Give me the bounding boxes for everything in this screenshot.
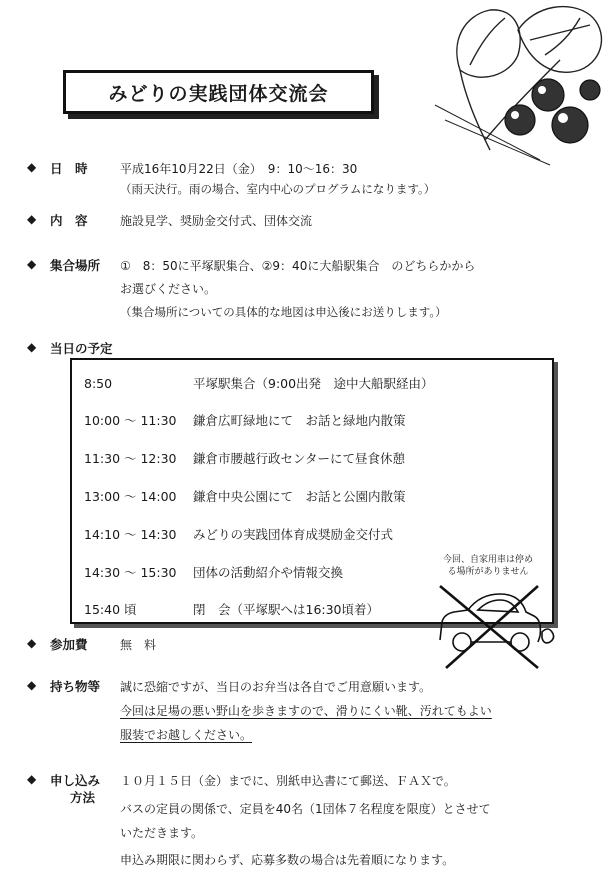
meeting-line1: ① 8：50に平塚駅集合、②9：40に大船駅集合 のどちらかから <box>120 259 476 273</box>
berry-plant-illustration <box>430 0 614 170</box>
date-value: 平成16年10月22日（金） 9：10〜16：30 <box>120 162 358 176</box>
meeting-note: （集合場所についての具体的な地図は申込後にお送りします。） <box>120 305 447 319</box>
content-label: 内 容 <box>50 213 88 228</box>
schedule-desc: 鎌倉広町緑地にて お話と緑地内散策 <box>192 413 406 428</box>
fee-value: 無 料 <box>120 638 157 652</box>
schedule-row <box>84 374 434 392</box>
schedule-row <box>84 449 405 467</box>
bullet-icon: ◆ <box>27 678 37 692</box>
schedule-time: 14:10 〜 14:30 <box>84 527 177 542</box>
belongings-line2: 今回は足場の悪い野山を歩きますので、滑りにくい靴、汚れてもよい <box>120 704 492 718</box>
date-note: （雨天決行。雨の場合、室内中心のプログラムになります。） <box>120 182 436 196</box>
bullet-icon: ◆ <box>27 636 37 650</box>
no-car-icon <box>428 580 558 672</box>
schedule-desc: 閉 会（平塚駅へは16:30頃着） <box>192 602 380 617</box>
no-car-notice <box>418 554 558 578</box>
bullet-icon: ◆ <box>27 340 37 354</box>
apply-line4: 申込み期限に関わらず、応募多数の場合は先着順になります。 <box>120 853 455 867</box>
no-car-notice-line2: る場所がありません <box>447 567 529 577</box>
bullet-icon: ◆ <box>27 257 37 271</box>
schedule-time: 13:00 〜 14:00 <box>84 489 177 504</box>
content-value: 施設見学、奨励金交付式、団体交流 <box>120 214 313 228</box>
belongings-label: 持ち物等 <box>50 679 101 694</box>
schedule-row <box>84 563 343 581</box>
schedule-label: 当日の予定 <box>50 341 113 356</box>
schedule-desc: 団体の活動紹介や情報交換 <box>192 565 343 580</box>
apply-label-2: 方法 <box>70 790 96 805</box>
schedule-time: 15:40 頃 <box>84 602 137 617</box>
meeting-line2: お選びください。 <box>120 282 217 296</box>
apply-line3: いただきます。 <box>120 826 204 840</box>
belongings-line3: 服装でお越しください。 <box>120 728 253 742</box>
bullet-icon: ◆ <box>27 212 37 226</box>
schedule-time: 11:30 〜 12:30 <box>84 451 177 466</box>
bullet-icon: ◆ <box>27 160 37 174</box>
fee-label: 参加費 <box>50 637 88 652</box>
schedule-desc: 鎌倉市腰越行政センターにて昼食休憩 <box>192 451 405 466</box>
schedule-row <box>84 411 406 429</box>
schedule-desc: 平塚駅集合（9:00出発 途中大船駅経由） <box>192 376 434 391</box>
meeting-label: 集合場所 <box>50 258 101 273</box>
apply-line2: バスの定員の関係で、定員を40名（1団体７名程度を限度）とさせて <box>120 802 491 816</box>
schedule-time: 14:30 〜 15:30 <box>84 565 177 580</box>
schedule-desc: 鎌倉中央公園にて お話と公園内散策 <box>192 489 406 504</box>
schedule-row <box>84 487 406 505</box>
schedule-row <box>84 600 379 618</box>
schedule-time: 10:00 〜 11:30 <box>84 413 177 428</box>
date-label: 日 時 <box>50 161 88 176</box>
schedule-time: 8:50 <box>84 376 113 391</box>
belongings-line1: 誠に恐縮ですが、当日のお弁当は各自でご用意願います。 <box>120 680 432 694</box>
bullet-icon: ◆ <box>27 772 37 786</box>
apply-label: 申し込み <box>50 773 101 788</box>
apply-line1: １０月１５日（金）までに、別紙申込書にて郵送、ＦＡＸで。 <box>120 774 456 788</box>
no-car-notice-line1: 今回、自家用車は停め <box>442 555 533 565</box>
schedule-desc: みどりの実践団体育成奨励金交付式 <box>192 527 393 542</box>
schedule-row <box>84 525 393 543</box>
page-title: みどりの実践団体交流会 <box>63 70 374 114</box>
